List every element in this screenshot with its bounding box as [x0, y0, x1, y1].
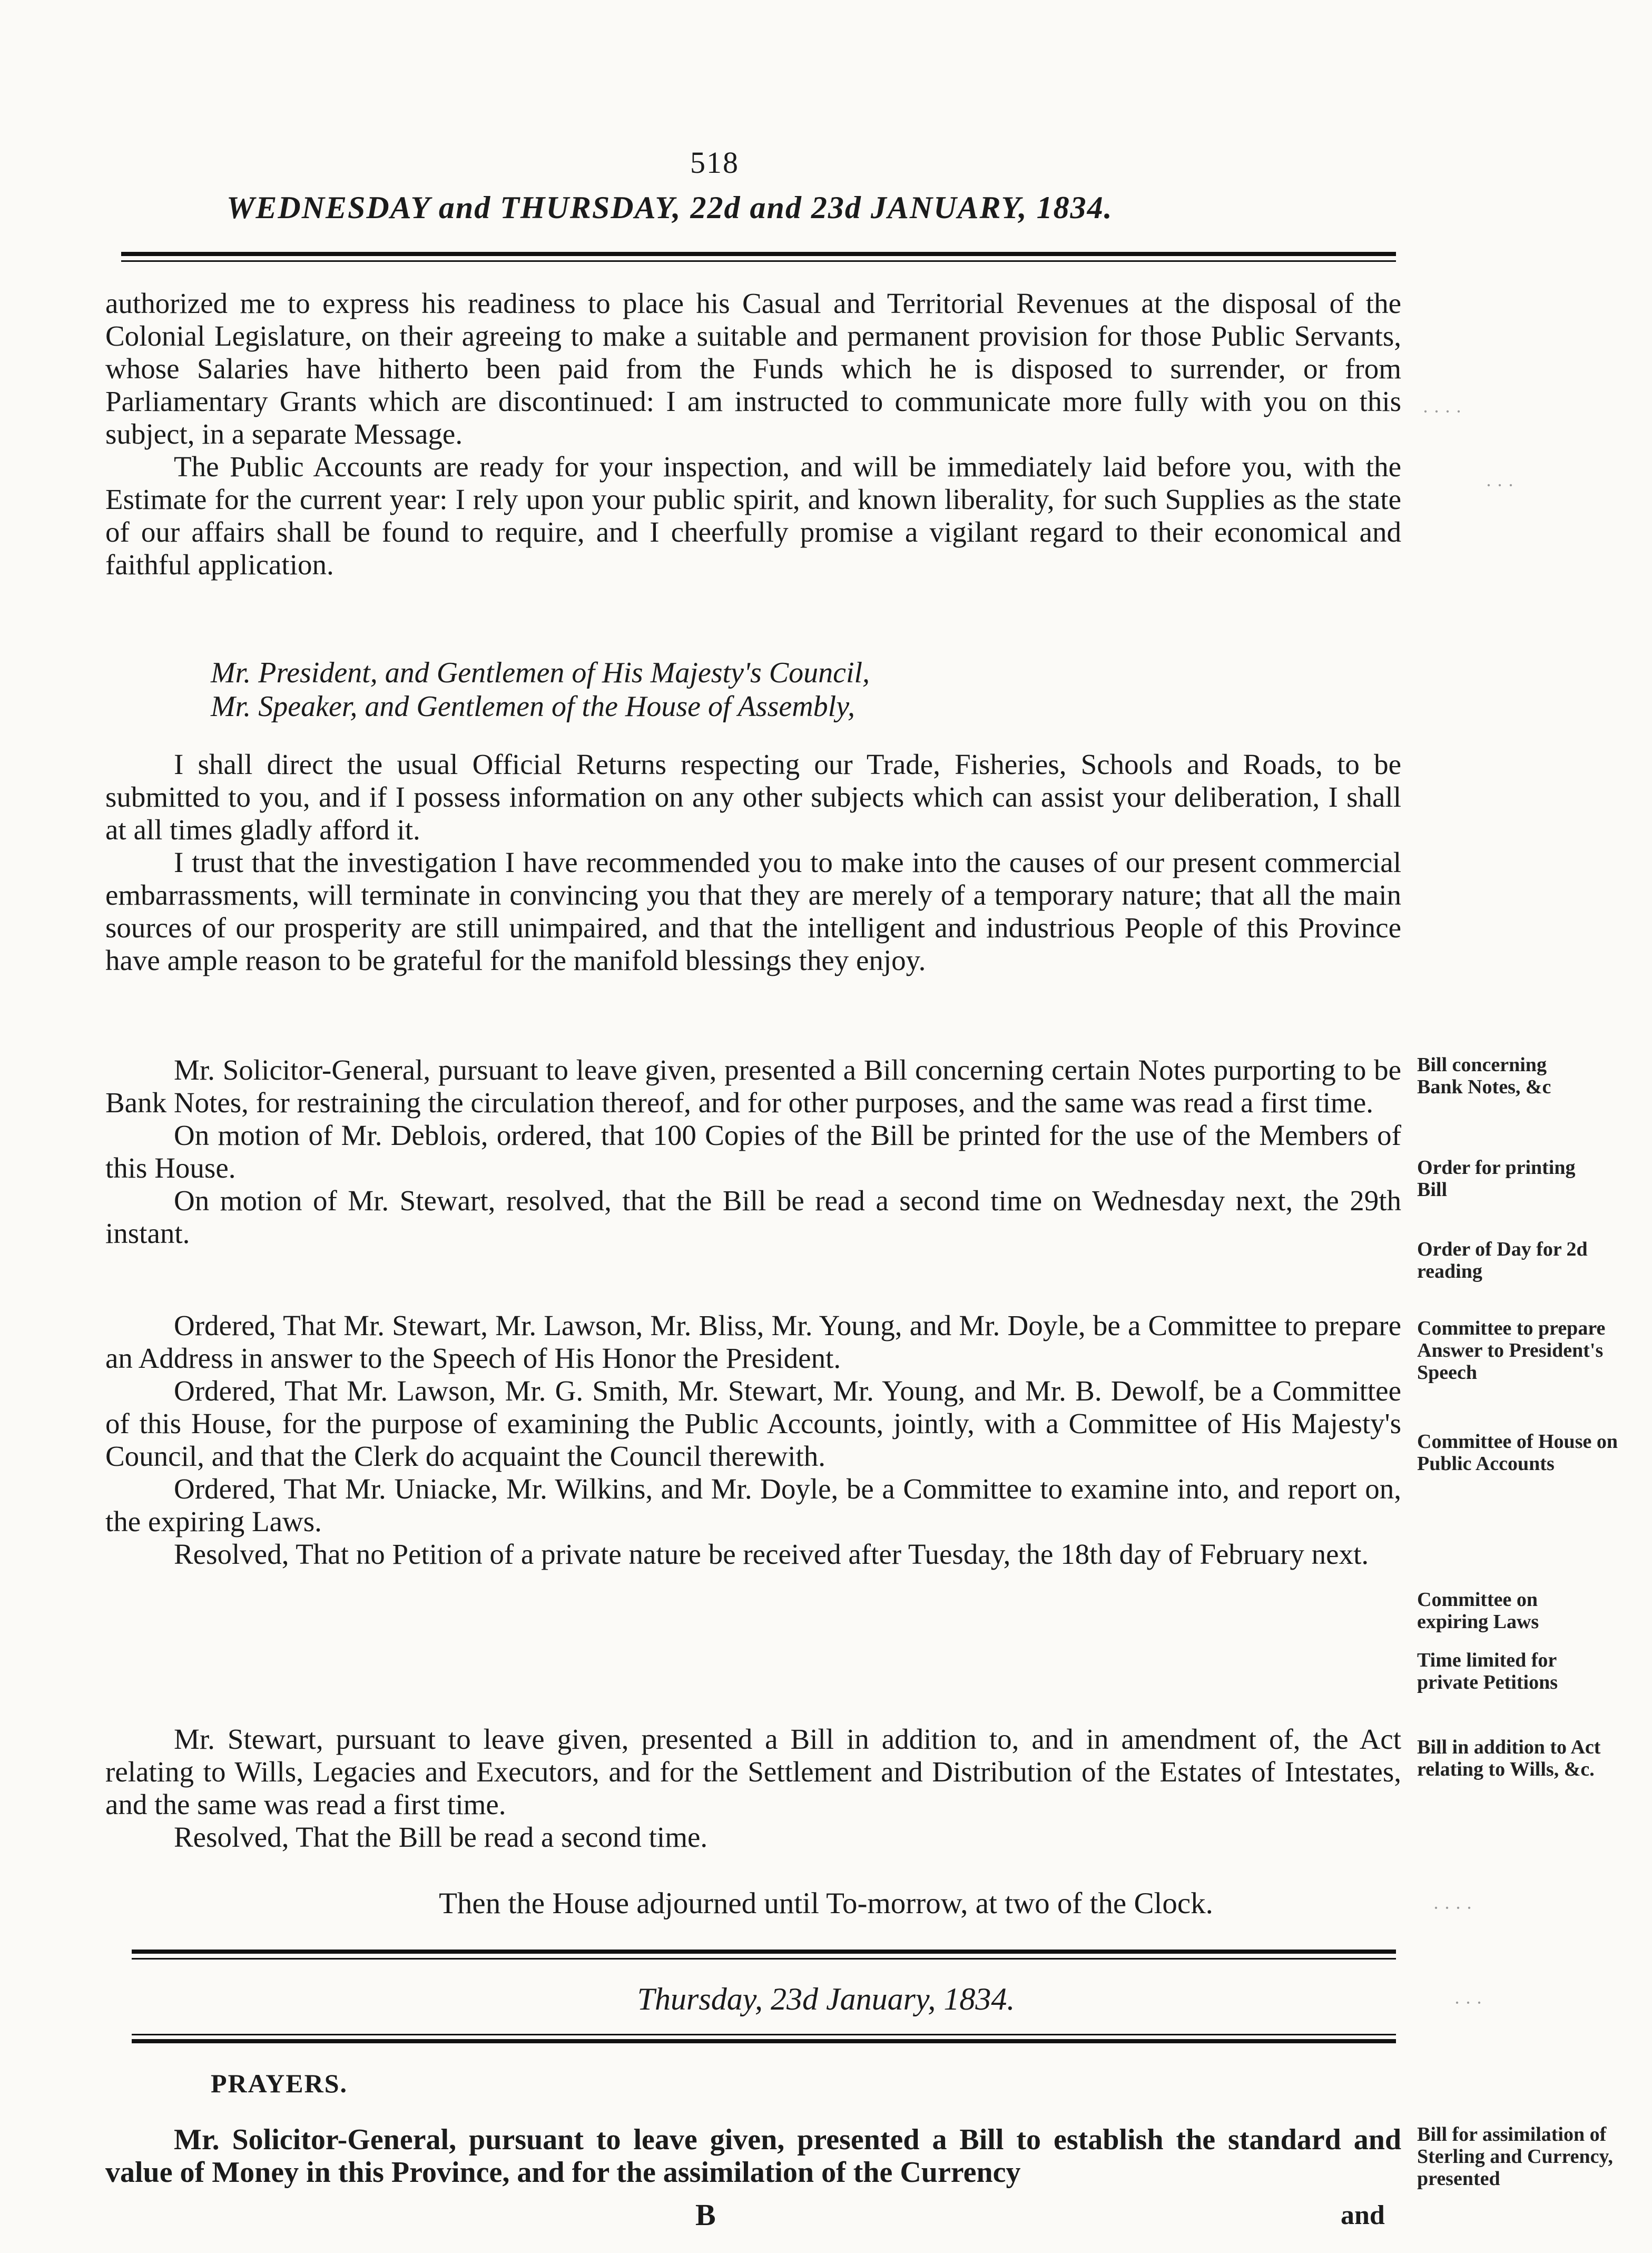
adjournment-line: Then the House adjourned until To-morrow, at two of the Clock. [439, 1887, 1213, 1920]
header-rule-thin [121, 260, 1396, 262]
proceeding: Ordered, That Mr. Lawson, Mr. G. Smith, Mr. Stewart, Mr. Young, and Mr. B. Dewolf, be a Committee of this House, for the purpose of examining the Public Accounts, jointly, with a Committee of His Majesty's Council, and that the Clerk do acquaint the Council therewith. [105, 1375, 1401, 1472]
final-text-block [105, 2123, 1401, 2189]
proceeding: Resolved, That the Bill be read a second time. [174, 1821, 708, 1853]
paragraph: The Public Accounts are ready for your inspection, and will be immediately laid before you, with the Estimate for the current year: I rely upon your public spirit, and known liberality, for such Supplies as the state of our affairs shall be found to require, and I cheerfully promise a vigilant regard to their economical and faithful application. [105, 450, 1401, 581]
proceedings-block-3 [105, 1723, 1401, 1854]
bleed-through-noise: · · · [1454, 1992, 1482, 2013]
paragraph: authorized me to express his readiness to place his Casual and Territorial Revenues at the disposal of the Colonial Legislature, on their agreeing to make a suitable and permanent provision for those Public Servants, whose Salaries have hitherto been paid from the Funds which he is disposed to surrender, or from Parliamentary Grants which are discontinued: I am instructed to communicate more fully with you on this subject, in a separate Message. [105, 287, 1401, 450]
top-text-block [105, 287, 1401, 581]
address-line: Mr. Speaker, and Gentlemen of the House of Assembly, [211, 690, 855, 723]
day-rule-thick [132, 2039, 1396, 2043]
proceeding: On motion of Mr. Stewart, resolved, that the Bill be read a second time on Wednesday next, the 29th instant. [105, 1184, 1401, 1249]
margin-note-accounts-committee: Committee of House on Public Accounts [1417, 1431, 1618, 1475]
proceeding: Ordered, That Mr. Uniacke, Mr. Wilkins, and Mr. Doyle, be a Committee to examine into, and report on, the expiring Laws. [105, 1473, 1401, 1537]
paragraph: I trust that the investigation I have recommended you to make into the causes of our present commercial embarrassments, will terminate in convincing you that they are merely of a temporary nature; that all the main sources of our prosperity are still unimpaired, and that the intelligent and industrious People of this Province have ample reason to be grateful for the manifold blessings they enjoy. [105, 846, 1401, 976]
section-rule-thick [132, 1950, 1396, 1954]
header-rule-thick [121, 252, 1396, 256]
margin-note-wills: Bill in addition to Act relating to Wills, &c. [1417, 1736, 1601, 1780]
proceeding: Ordered, That Mr. Stewart, Mr. Lawson, Mr. Bliss, Mr. Young, and Mr. Doyle, be a Committee to prepare an Address in answer to the Speech of His Honor the President. [105, 1309, 1401, 1374]
proceeding: On motion of Mr. Deblois, ordered, that 100 Copies of the Bill be printed for the use of the Members of this House. [105, 1119, 1401, 1184]
proceeding: Mr. Stewart, pursuant to leave given, presented a Bill in addition to, and in amendment of, the Act relating to Wills, Legacies and Executors, and for the Settlement and Distribution of the Estates of Intestates, and the same was read a first time. [105, 1723, 1401, 1820]
bleed-through-noise: · · · · [1433, 1897, 1472, 1918]
margin-note-bank-notes: Bill concerning Bank Notes, &c [1417, 1054, 1551, 1098]
day-heading: Thursday, 23d January, 1834. [637, 1982, 1015, 2016]
address-block [211, 656, 1370, 723]
proceeding: Resolved, That no Petition of a private nature be received after Tuesday, the 18th day of February next. [174, 1538, 1369, 1570]
bleed-through-noise: · · · [1486, 475, 1514, 496]
prayers-heading: PRAYERS. [211, 2069, 348, 2098]
address-line: Mr. President, and Gentlemen of His Majesty's Council, [211, 657, 870, 689]
margin-note-printing: Order for printing Bill [1417, 1157, 1576, 1201]
paragraph: Mr. Solicitor-General, pursuant to leave given, presented a Bill to establish the standard and value of Money in this Province, and for the assimilation of the Currency [105, 2123, 1401, 2189]
margin-note-answer-committee: Committee to prepare Answer to President's Speech [1417, 1317, 1606, 1384]
proceedings-block-2 [105, 1309, 1401, 1571]
paragraph: I shall direct the usual Official Returns respecting our Trade, Fisheries, Schools and Roads, to be submitted to you, and if I possess information on any other subjects which can assist your deliberation, I shall at all times gladly afford it. [105, 748, 1401, 846]
margin-note-petitions: Time limited for private Petitions [1417, 1649, 1558, 1693]
catchword: and [1341, 2200, 1385, 2230]
proceeding: Mr. Solicitor-General, pursuant to leave given, presented a Bill concerning certain Notes purporting to be Bank Notes, for restraining the circulation thereof, and for other purposes, and the same was read a first time. [105, 1054, 1401, 1119]
margin-note-expiring-laws: Committee on expiring Laws [1417, 1589, 1539, 1633]
bleed-through-noise: · · · · [1422, 401, 1462, 422]
margin-note-currency: Bill for assimilation of Sterling and Currency, presented [1417, 2123, 1613, 2190]
section-rule-thin [132, 1958, 1396, 1960]
page-number: 518 [690, 145, 739, 180]
mid-text-block [105, 748, 1401, 977]
day-rule-thin [132, 2034, 1396, 2035]
signature-mark: B [695, 2198, 716, 2232]
margin-note-second-reading: Order of Day for 2d reading [1417, 1238, 1588, 1282]
page-header: WEDNESDAY and THURSDAY, 22d and 23d JANUARY, 1834. [227, 190, 1113, 225]
proceedings-block-1 [105, 1054, 1401, 1250]
